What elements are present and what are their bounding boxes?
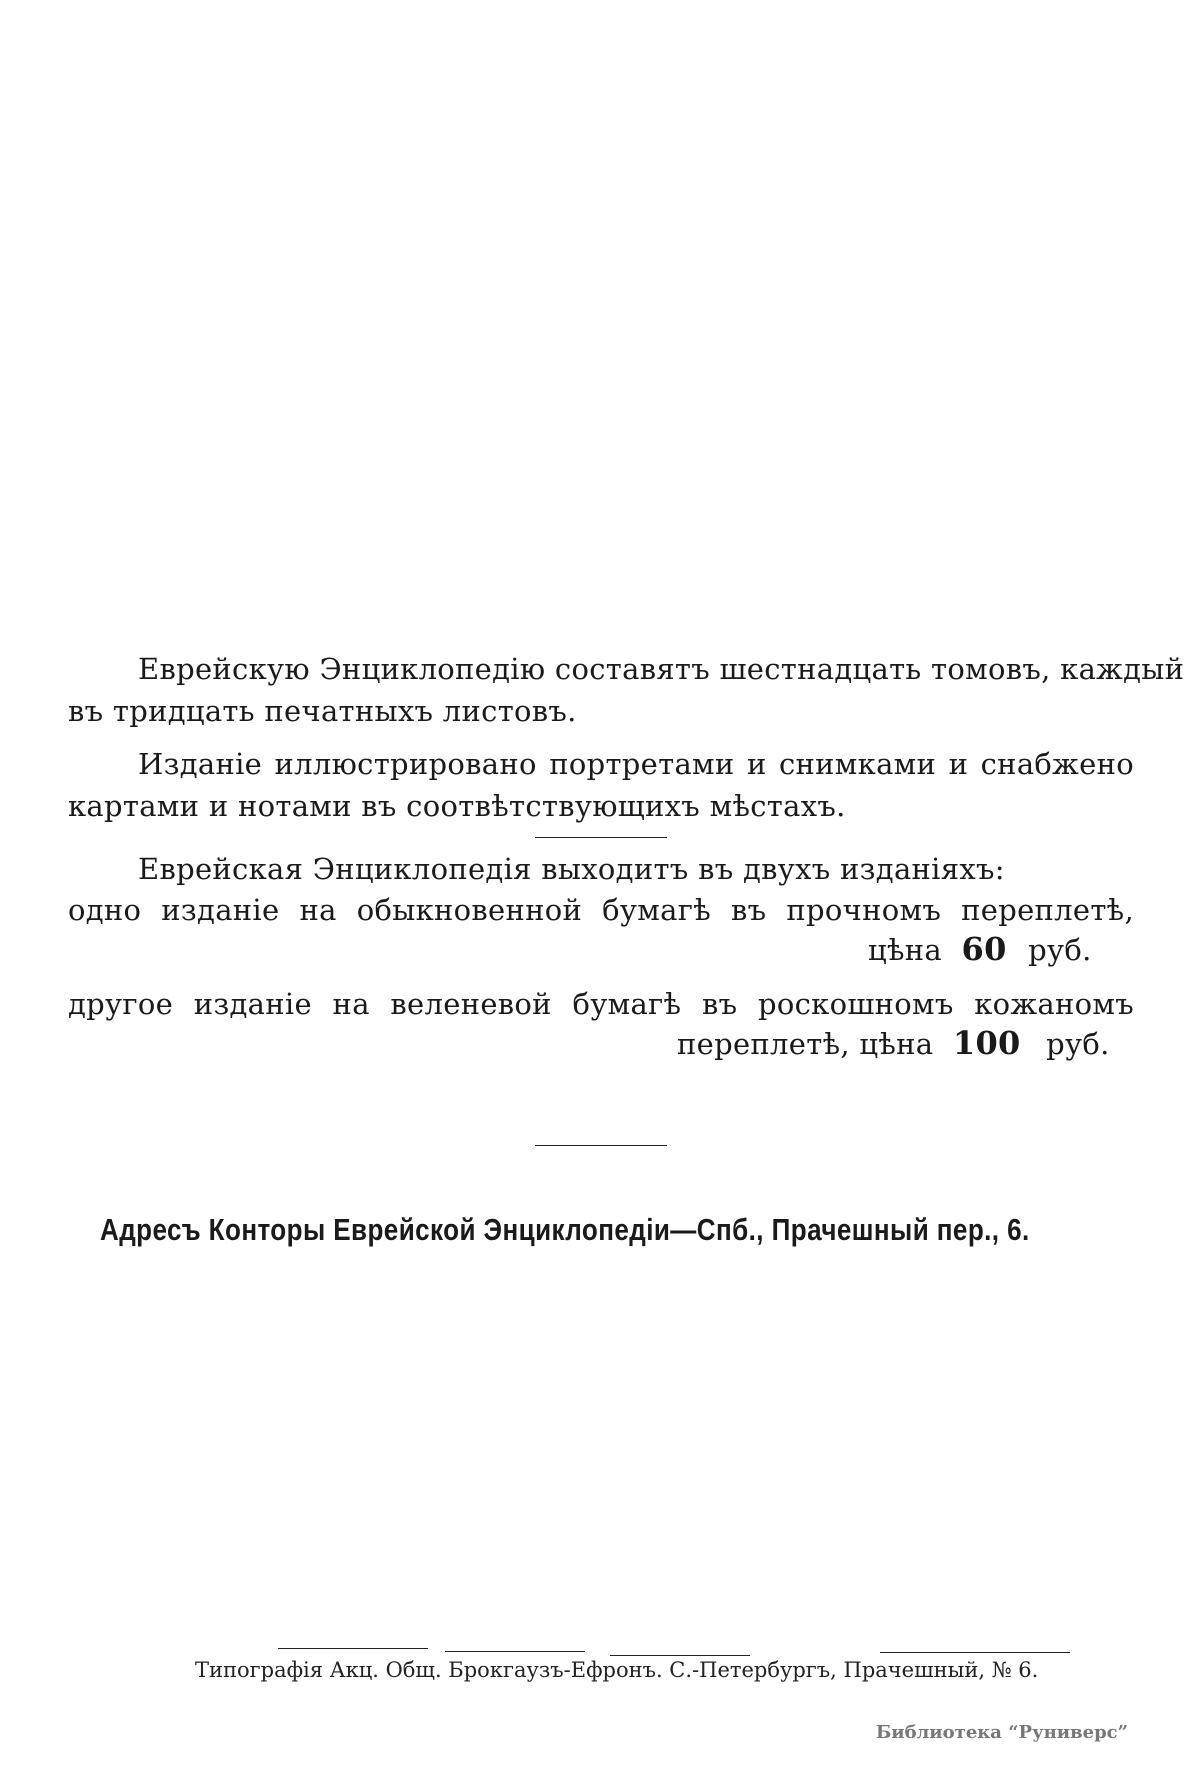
edition-second-price xyxy=(677,1026,1110,1061)
paragraph-2-line-2: картами и нотами въ соотвѣтствующихъ мѣстахъ. xyxy=(68,789,846,823)
separator-rule-middle xyxy=(535,1145,667,1146)
edition-second-price-prefix: переплетѣ, цѣна xyxy=(677,1027,934,1061)
paragraph-1-line-1: Еврейскую Энциклопедію составятъ шестнадцать томовъ, каждый xyxy=(138,652,1185,686)
editions-intro: Еврейская Энциклопедія выходитъ въ двухъ изданіяхъ: xyxy=(138,852,1005,886)
paragraph-1-line-2: въ тридцать печатныхъ листовъ. xyxy=(68,694,577,728)
edition-first-price-value: 60 xyxy=(961,930,1007,968)
separator-rule-short xyxy=(535,837,667,838)
edition-first-price-prefix: цѣна xyxy=(868,933,942,967)
edition-first-currency: руб. xyxy=(1028,933,1092,967)
printer-imprint: Типографія Акц. Общ. Брокгаузъ-Ефронъ. С.-Петербургъ, Прачешный, № 6. xyxy=(195,1658,1039,1682)
imprint-rule-1 xyxy=(278,1648,428,1649)
office-address: Адресъ Конторы Еврейской Энциклопедіи—Спб., Прачешный пер., 6. xyxy=(100,1212,1030,1247)
edition-second-line: другое изданіе на веленевой бумагѣ въ роскошномъ кожаномъ xyxy=(68,987,1134,1021)
edition-first-line: одно изданіе на обыкновенной бумагѣ въ прочномъ переплетѣ, xyxy=(68,893,1134,927)
library-stamp: Библиотека “Руниверс” xyxy=(875,1722,1128,1743)
imprint-rule-3 xyxy=(610,1655,750,1656)
imprint-rule-2 xyxy=(445,1651,585,1652)
edition-first-price xyxy=(868,932,1092,967)
imprint-rule-4 xyxy=(880,1652,1070,1653)
edition-second-currency: руб. xyxy=(1046,1027,1110,1061)
paragraph-2-line-1: Изданіе иллюстрировано портретами и снимками и снабжено xyxy=(138,747,1134,781)
edition-second-price-value: 100 xyxy=(952,1024,1021,1062)
